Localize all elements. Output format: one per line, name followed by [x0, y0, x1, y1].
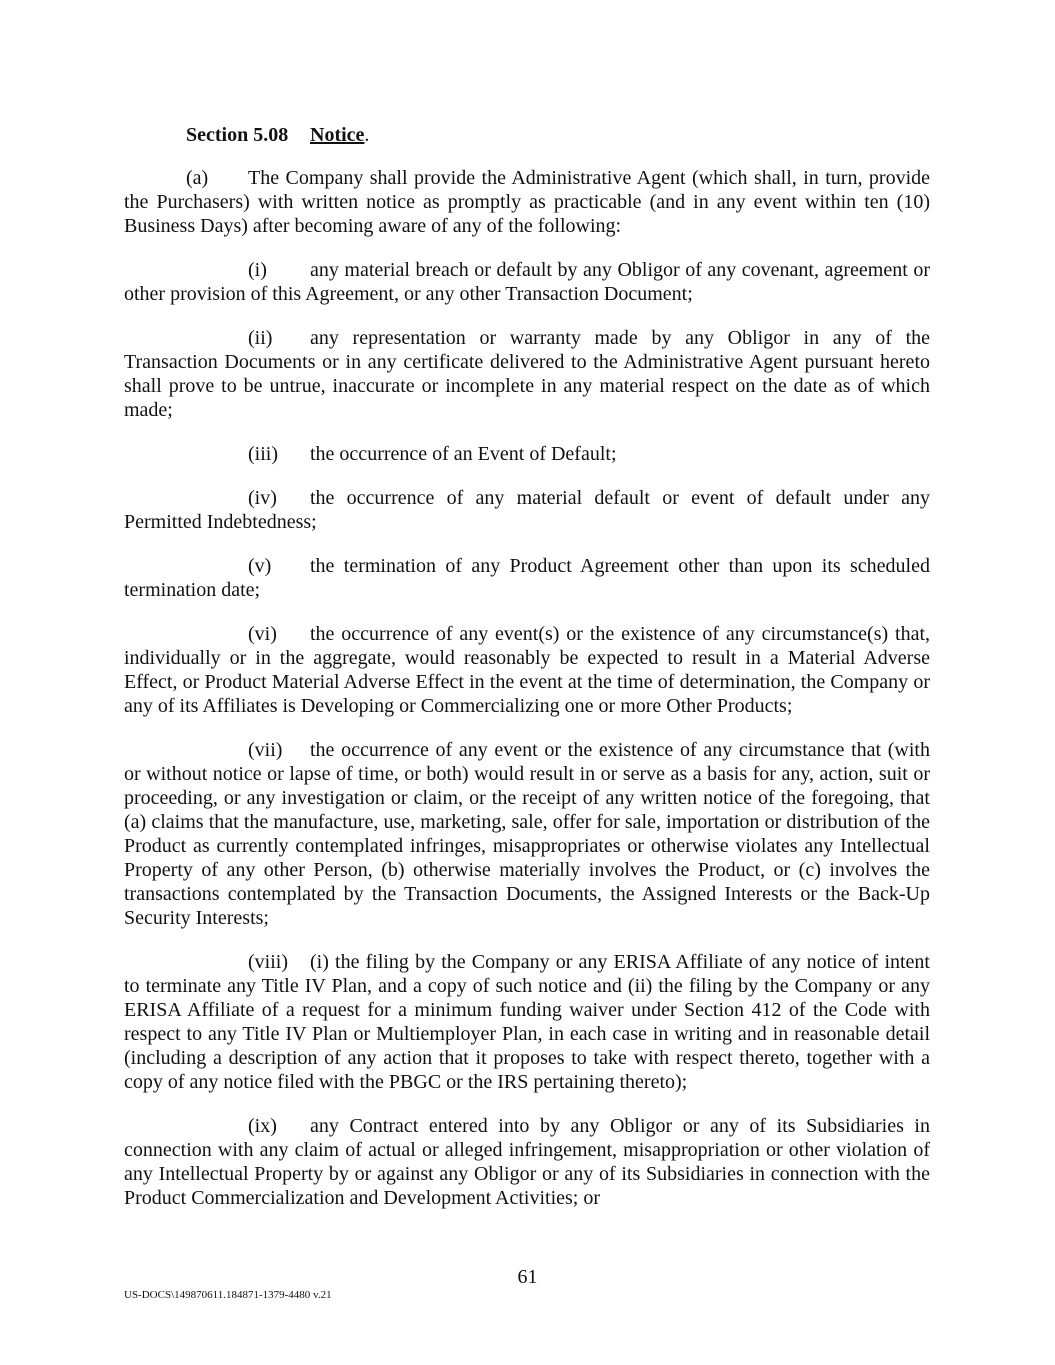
- list-item-iii: [124, 442, 930, 466]
- list-item-text: (i) the filing by the Company or any ERISA Affiliate of any notice of intent to terminate any Title IV Plan, and a copy of such notice and (ii) the filing by the Company or any ERISA Affiliate of a request for a minimum funding waiver under Section 412 of the Code with respect to any Title IV Plan or Multiemployer Plan, in each case in writing and in reasonable detail (including a description of any action that it proposes to take with respect thereto, together with a copy of any notice filed with the PBGC or the IRS pertaining thereto);: [124, 951, 930, 1093]
- document-id: US-DOCS\149870611.184871-1379-4480 v.21: [124, 1289, 332, 1301]
- list-item-text: the occurrence of any event(s) or the existence of any circumstance(s) that, individually or in the aggregate, would reasonably be expected to result in a Material Adverse Effect, or Product Material Adverse Effect in the event at the time of determination, the Company or any of its Affiliates is Developing or Commercializing one or more Other Products;: [124, 623, 930, 717]
- list-item-text: the termination of any Product Agreement other than upon its scheduled termination date;: [124, 555, 930, 601]
- section-number: Section 5.08: [186, 124, 289, 146]
- list-item-label: (v): [248, 555, 272, 577]
- section-heading: [124, 123, 930, 147]
- list-item-v: [124, 554, 930, 602]
- list-item-viii: [124, 950, 930, 1094]
- list-item-i: [124, 258, 930, 306]
- list-item-ii: [124, 326, 930, 422]
- list-item-text: any Contract entered into by any Obligor or any of its Subsidiaries in connection with any claim of actual or alleged infringement, misappropriation or other violation of any Intellectual Property by or against any Obligor or any of its Subsidiaries in connection with the Product Commercialization and Development Activities; or: [124, 1115, 930, 1209]
- list-item-label: (vi): [248, 623, 277, 645]
- list-item-text: any representation or warranty made by any Obligor in any of the Transaction Documents or in any certificate delivered to the Administrative Agent pursuant hereto shall prove to be untrue, inaccurate or incomplete in any material respect on the date as of which made;: [124, 327, 930, 421]
- list-item-label: (iv): [248, 487, 277, 509]
- list-item-label: (ii): [248, 327, 273, 349]
- list-item-text: any material breach or default by any Obligor of any covenant, agreement or other provision of this Agreement, or any other Transaction Document;: [124, 259, 930, 305]
- list-item-label: (iii): [248, 443, 278, 465]
- document-body: [124, 123, 930, 1230]
- page-number: 61: [517, 1266, 538, 1288]
- list-item-label: (ix): [248, 1115, 277, 1137]
- section-title: Notice: [310, 124, 365, 146]
- list-item-text: the occurrence of any event or the existence of any circumstance that (with or without notice or lapse of time, or both) would result in or serve as a basis for any, action, suit or proceeding, or any investigation or claim, or the receipt of any written notice of the foregoing, that (a) claims that the manufacture, use, marketing, sale, offer for sale, importation or distribution of the Product as currently contemplated infringes, misappropriates or otherwise violates any Intellectual Property of any other Person, (b) otherwise materially involves the Product, or (c) involves the transactions contemplated by the Transaction Documents, the Assigned Interests or the Back-Up Security Interests;: [124, 739, 930, 929]
- list-item-label: (viii): [248, 951, 288, 973]
- list-item-iv: [124, 486, 930, 534]
- list-item-text: the occurrence of any material default or event of default under any Permitted Indebtedness;: [124, 487, 930, 533]
- list-item-vii: [124, 738, 930, 930]
- paragraph-a: [124, 166, 930, 238]
- list-item-label: (i): [248, 259, 267, 281]
- list-item-text: the occurrence of an Event of Default;: [310, 443, 617, 465]
- list-item-ix: [124, 1114, 930, 1210]
- section-title-period: .: [364, 124, 370, 146]
- paragraph-text: The Company shall provide the Administrative Agent (which shall, in turn, provide the Purchasers) with written notice as promptly as practicable (and in any event within ten (10) Business Days) after becoming aware of any of the following:: [124, 167, 930, 237]
- list-item-vi: [124, 622, 930, 718]
- paragraph-label: (a): [186, 167, 209, 189]
- list-item-label: (vii): [248, 739, 283, 761]
